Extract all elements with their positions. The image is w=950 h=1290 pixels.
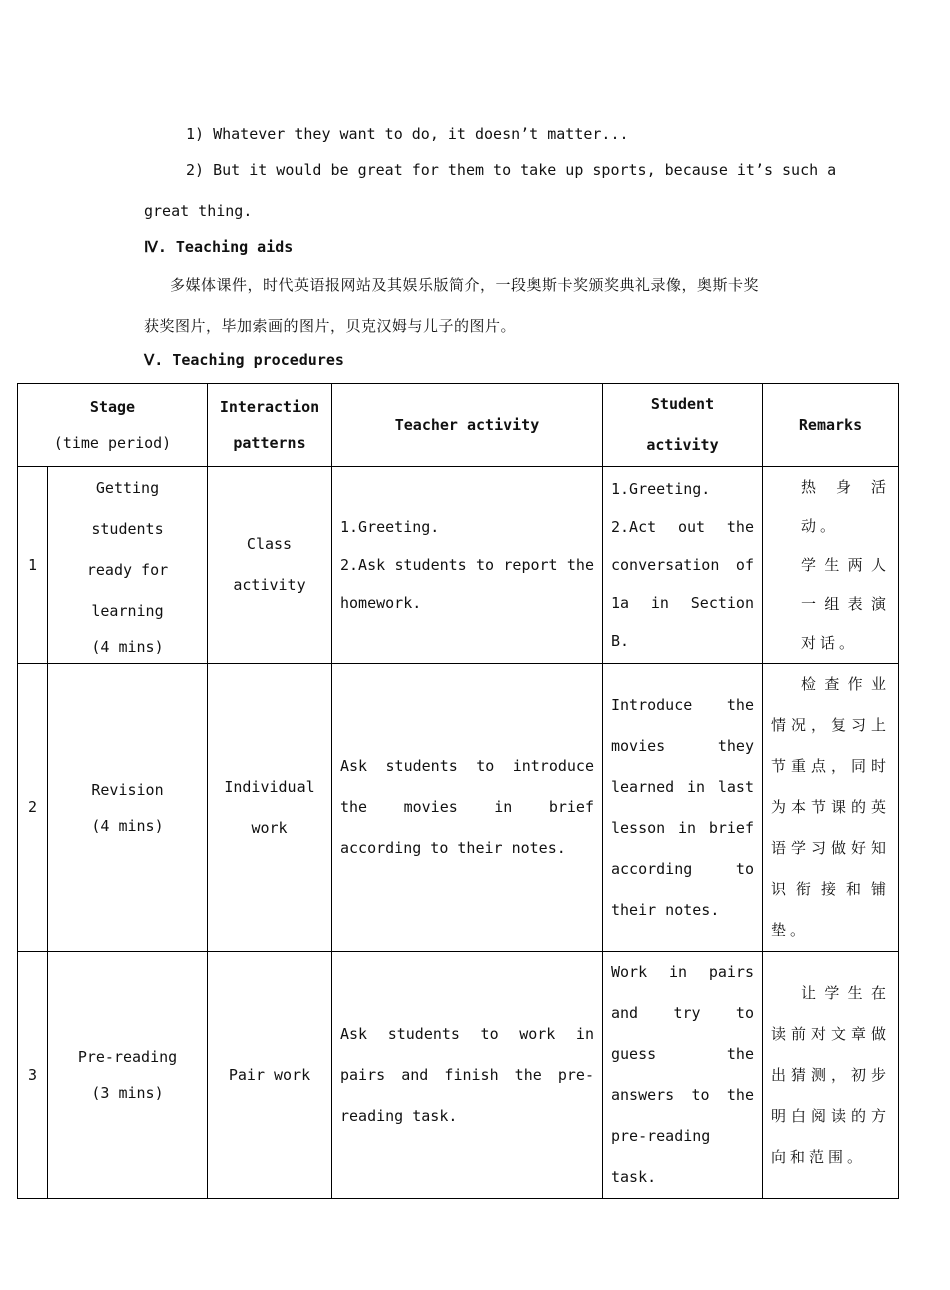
student-activity-cell: Introduce the movies they learned in last lesson in brief according to their notes.: [603, 664, 763, 952]
table-row: [18, 467, 899, 664]
interaction-line: Pair work: [228, 1065, 311, 1084]
stage-line: ready for: [86, 561, 169, 579]
header-interaction: [208, 384, 332, 467]
student-activity-cell: [603, 467, 763, 664]
stage-cell: [48, 952, 208, 1199]
table-header-row: [18, 384, 899, 467]
student-activity-cell: Work in pairs and try to guess the answers to the pre-reading task.: [603, 952, 763, 1199]
remark-line: 学生两人一组表演对话。: [801, 555, 890, 652]
stage-cell: [48, 467, 208, 664]
stage-line: learning: [91, 602, 164, 620]
table-row: [18, 952, 899, 1199]
remark-line: 检查作业情况，复习上节重点，同时为本节课的英语学习做好知识衔接和铺垫。: [771, 675, 890, 939]
remark-line: 热身活动。: [801, 477, 890, 535]
section4-text-line2: 获奖图片，毕加索画的图片，贝克汉姆与儿子的图片。: [144, 317, 517, 335]
remark-line: 让学生在读前对文章做出猜测，初步明白阅读的方向和范围。: [771, 983, 890, 1166]
stage-line: Revision: [91, 780, 164, 799]
interaction-cell: [208, 664, 332, 952]
table-row: [18, 664, 899, 952]
teacher-activity-line: 2.Ask students to report the homework.: [340, 556, 594, 612]
section4-heading: Ⅳ. Teaching aids: [144, 238, 294, 256]
row-number: 2: [18, 664, 48, 952]
header-teacher: Teacher activity: [332, 384, 603, 467]
teacher-activity-cell: Ask students to work in pairs and finish the pre-reading task.: [332, 952, 603, 1199]
header-interaction-line1: Interaction: [219, 398, 320, 416]
stage-cell: [48, 664, 208, 952]
interaction-cell: [208, 952, 332, 1199]
intro-line-1: 1) Whatever they want to do, it doesn’t matter...: [186, 125, 629, 143]
teacher-activity-cell: [332, 467, 603, 664]
interaction-cell: [208, 467, 332, 664]
student-activity-line: 1.Greeting.: [611, 480, 711, 498]
header-stage: [18, 384, 208, 467]
remarks-cell: [763, 467, 899, 664]
header-stage-sub: (time period): [53, 434, 172, 452]
student-activity-line: 2.Act out the conversation of 1a in Section B.: [611, 518, 754, 650]
header-stage-label: Stage: [89, 398, 136, 416]
row-number: 3: [18, 952, 48, 1199]
row-number: 1: [18, 467, 48, 664]
stage-line: Pre-reading: [77, 1048, 178, 1066]
teacher-activity-cell: Ask students to introduce the movies in brief according to their notes.: [332, 664, 603, 952]
stage-line: (4 mins): [91, 816, 164, 835]
stage-line: (3 mins): [91, 1084, 164, 1102]
interaction-line: Individual: [224, 777, 315, 796]
interaction-line: work: [251, 818, 288, 837]
header-remarks: Remarks: [763, 384, 899, 467]
remarks-cell: [763, 952, 899, 1199]
header-interaction-line2: patterns: [233, 434, 306, 452]
interaction-line: Class: [246, 535, 293, 553]
section5-heading: Ⅴ. Teaching procedures: [144, 351, 344, 369]
header-student: Student activity: [603, 384, 763, 467]
intro-line-2: 2) But it would be great for them to take up sports, because it’s such a: [186, 161, 837, 179]
procedures-table: [17, 383, 899, 1199]
stage-line: Getting students: [91, 479, 164, 538]
section4-text-line1: 多媒体课件，时代英语报网站及其娱乐版简介，一段奥斯卡奖颁奖典礼录像，奥斯卡奖: [170, 276, 760, 294]
interaction-line: activity: [233, 576, 306, 594]
teacher-activity-line: 1.Greeting.: [340, 518, 440, 536]
remarks-cell: [763, 664, 899, 952]
stage-line: (4 mins): [91, 638, 164, 656]
intro-line-3: great thing.: [144, 202, 253, 220]
